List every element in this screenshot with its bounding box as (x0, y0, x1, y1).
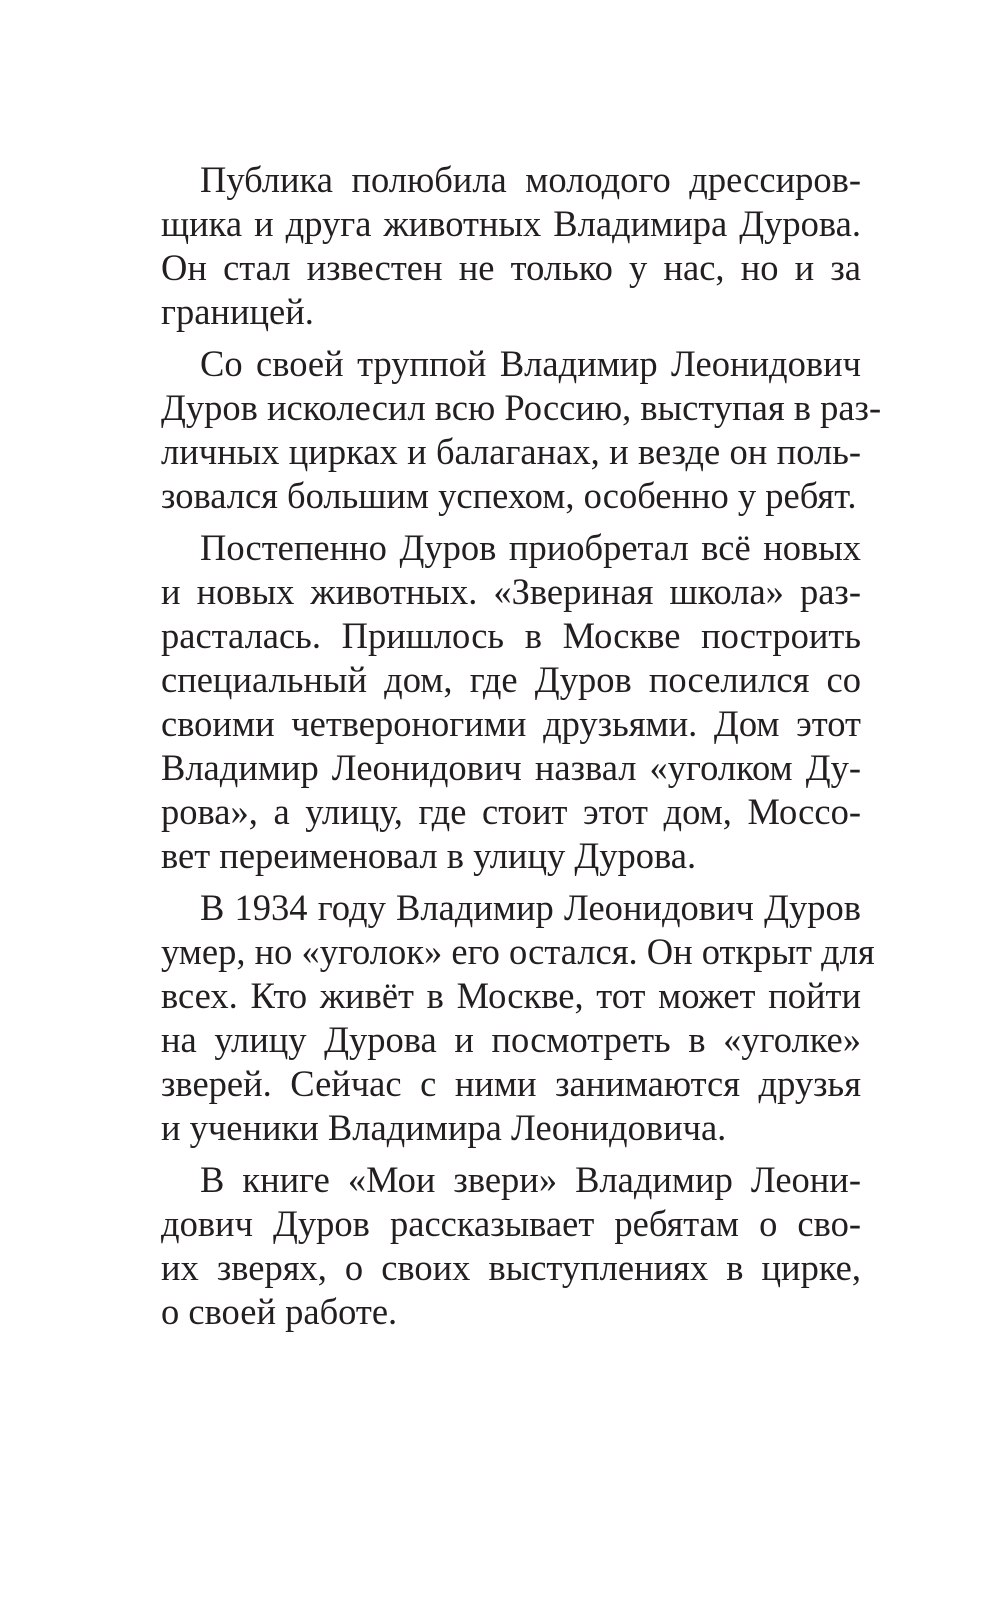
text-line: Он стал известен не только у нас, но и за (161, 247, 861, 288)
text-line: своими четвероногими друзьями. Дом этот (161, 703, 861, 744)
text-line: Со своей труппой Владимир Леонидович (200, 343, 861, 384)
text-line: всех. Кто живёт в Москве, тот может пойти (161, 975, 861, 1016)
text-line: расталась. Пришлось в Москве построить (161, 615, 861, 656)
text-line: зовался большим успехом, особенно у ребят. (161, 475, 857, 516)
text-line: о своей работе. (161, 1291, 398, 1332)
text-line: их зверях, о своих выступлениях в цирке, (161, 1247, 861, 1288)
text-line: границей. (161, 291, 314, 332)
text-line: В книге «Мои звери» Владимир Леони- (200, 1159, 861, 1200)
paragraph-2 (161, 342, 882, 518)
text-line: вет переименовал в улицу Дурова. (161, 835, 697, 876)
paragraph-3 (161, 526, 861, 878)
text-line: специальный дом, где Дуров поселился со (161, 659, 861, 700)
text-line: рова», а улицу, где стоит этот дом, Моссо- (161, 791, 861, 832)
text-line: умер, но «уголок» его остался. Он открыт для (161, 931, 875, 972)
paragraph-5 (161, 1158, 861, 1334)
text-line: дович Дуров рассказывает ребятам о сво- (161, 1203, 861, 1244)
text-line: Дуров исколесил всю Россию, выступая в раз- (161, 387, 882, 428)
paragraph-4 (161, 886, 875, 1150)
text-line: на улицу Дурова и посмотреть в «уголке» (161, 1019, 861, 1060)
text-line: Постепенно Дуров приобретал всё новых (200, 527, 861, 568)
text-line: щика и друга животных Владимира Дурова. (161, 203, 861, 244)
text-line: и ученики Владимира Леонидовича. (161, 1107, 727, 1148)
text-line: личных цирках и балаганах, и везде он поль- (161, 431, 861, 472)
page-text (161, 158, 882, 1342)
text-line: В 1934 году Владимир Леонидович Дуров (200, 887, 861, 928)
text-line: Публика полюбила молодого дрессиров- (200, 159, 861, 200)
text-line: и новых животных. «Звериная школа» раз- (161, 571, 861, 612)
paragraph-1 (161, 158, 861, 334)
text-line: зверей. Сейчас с ними занимаются друзья (161, 1063, 861, 1104)
text-line: Владимир Леонидович назвал «уголком Ду- (161, 747, 861, 788)
